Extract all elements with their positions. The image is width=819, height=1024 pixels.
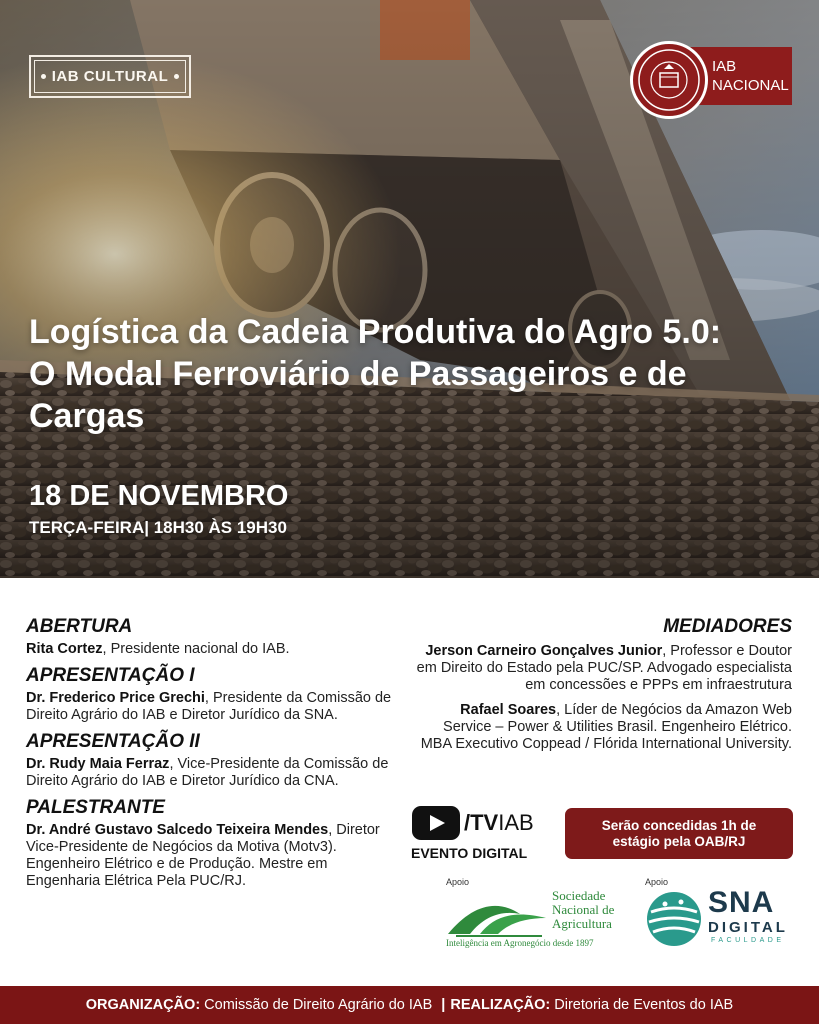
event-title: Logística da Cadeia Produtiva do Agro 5.0: O Modal Ferroviário de Passageiros e de Cargas <box>29 313 722 435</box>
logo-line-1: IAB <box>712 58 737 75</box>
sna-name: Sociedade Nacional de Agricultura <box>552 888 615 931</box>
abertura-section <box>26 616 401 658</box>
iab-cultural-badge <box>29 55 191 98</box>
section-heading: APRESENTAÇÃO II <box>26 731 200 752</box>
mediator-description: , Professor e Doutor em Direito do Estado pela PUC/SP. Advogado especialista em concessões e PPPs em infraestrutura <box>416 643 792 693</box>
event-time: TERÇA-FEIRA| 18H30 ÀS 19H30 <box>29 518 287 537</box>
iab-seal-icon <box>630 41 708 119</box>
footer-real-value: Diretoria de Eventos do IAB <box>550 997 734 1013</box>
section-heading: APRESENTAÇÃO I <box>26 665 195 686</box>
channel-tag: EVENTO DIGITAL <box>411 845 528 861</box>
footer-real-label: REALIZAÇÃO: <box>450 997 551 1013</box>
section-heading: PALESTRANTE <box>26 797 165 818</box>
sna-digital-l3: FACULDADE <box>711 937 785 944</box>
footer-bar <box>0 986 819 1024</box>
speaker-name: Dr. Frederico Price Grechi <box>26 690 205 706</box>
sna-digital-l2: DIGITAL <box>708 919 788 936</box>
program-left-column <box>26 616 401 897</box>
channel-handle: /TVIAB <box>464 810 534 835</box>
mediator-name: Rafael Soares <box>460 702 557 718</box>
bullet-dot-icon <box>174 74 179 79</box>
apresentacao-2-section <box>26 731 401 790</box>
speaker-description: , Diretor Vice-Presidente de Negócios da Motiva (Motv3). Engenheiro Elétrico e de Produção. Mestre em Engenharia Elétrica Pela PUC/RJ. <box>26 822 380 889</box>
tv-iab-channel[interactable] <box>410 804 545 862</box>
speaker-info <box>26 822 401 890</box>
sponsor-sna-logo <box>446 886 626 950</box>
speaker-info <box>26 690 401 724</box>
mediator-name: Jerson Carneiro Gonçalves Junior <box>425 643 663 659</box>
estagio-notice: Serão concedidas 1h de estágio pela OAB/RJ <box>565 808 793 859</box>
speaker-description: , Presidente da Comissão de Direito Agrário do IAB e Diretor Jurídico da SNA. <box>26 690 392 723</box>
iab-nacional-logo <box>630 47 792 105</box>
apresentacao-1-section <box>26 665 401 724</box>
palestrante-section <box>26 797 401 890</box>
apoio-label: Apoio <box>645 877 669 887</box>
footer-org-label: ORGANIZAÇÃO: <box>85 997 201 1013</box>
mediator-info <box>415 702 792 753</box>
logo-line-2: NACIONAL <box>712 77 789 94</box>
youtube-icon <box>412 806 460 840</box>
event-date: 18 DE NOVEMBRO <box>29 480 289 512</box>
speaker-description: , Vice-Presidente da Comissão de Direito Agrário do IAB e Diretor Jurídico da CNA. <box>26 756 389 789</box>
badge-label: IAB CULTURAL <box>51 68 169 85</box>
section-heading: ABERTURA <box>26 616 133 637</box>
speaker-info <box>26 756 401 790</box>
speaker-description: , Presidente nacional do IAB. <box>102 641 290 657</box>
footer-separator: | <box>441 997 446 1013</box>
speaker-name: Dr. Rudy Maia Ferraz <box>26 756 170 772</box>
section-heading: MEDIADORES <box>663 616 792 637</box>
program-right-column <box>415 616 792 760</box>
mediator-description: , Líder de Negócios da Amazon Web Service – Power & Utilities Brasil. Engenheiro Elétrico. MBA Executivo Coppead / Flórida International University. <box>420 702 792 752</box>
bullet-dot-icon <box>41 74 46 79</box>
sponsor-sna-digital-logo <box>645 886 795 950</box>
mediator-info <box>415 643 792 694</box>
globe-icon <box>645 890 703 948</box>
sna-digital-l1: SNA <box>708 886 775 919</box>
speaker-name: Rita Cortez <box>26 641 103 657</box>
footer-org-value: Comissão de Direito Agrário do IAB <box>200 997 437 1013</box>
speaker-info <box>26 641 401 658</box>
apoio-label: Apoio <box>446 877 470 887</box>
speaker-name: Dr. André Gustavo Salcedo Teixeira Mendes <box>26 822 329 838</box>
sna-tagline: Inteligência em Agronegócio desde 1897 <box>446 938 594 948</box>
sna-leaf-icon <box>446 894 550 938</box>
